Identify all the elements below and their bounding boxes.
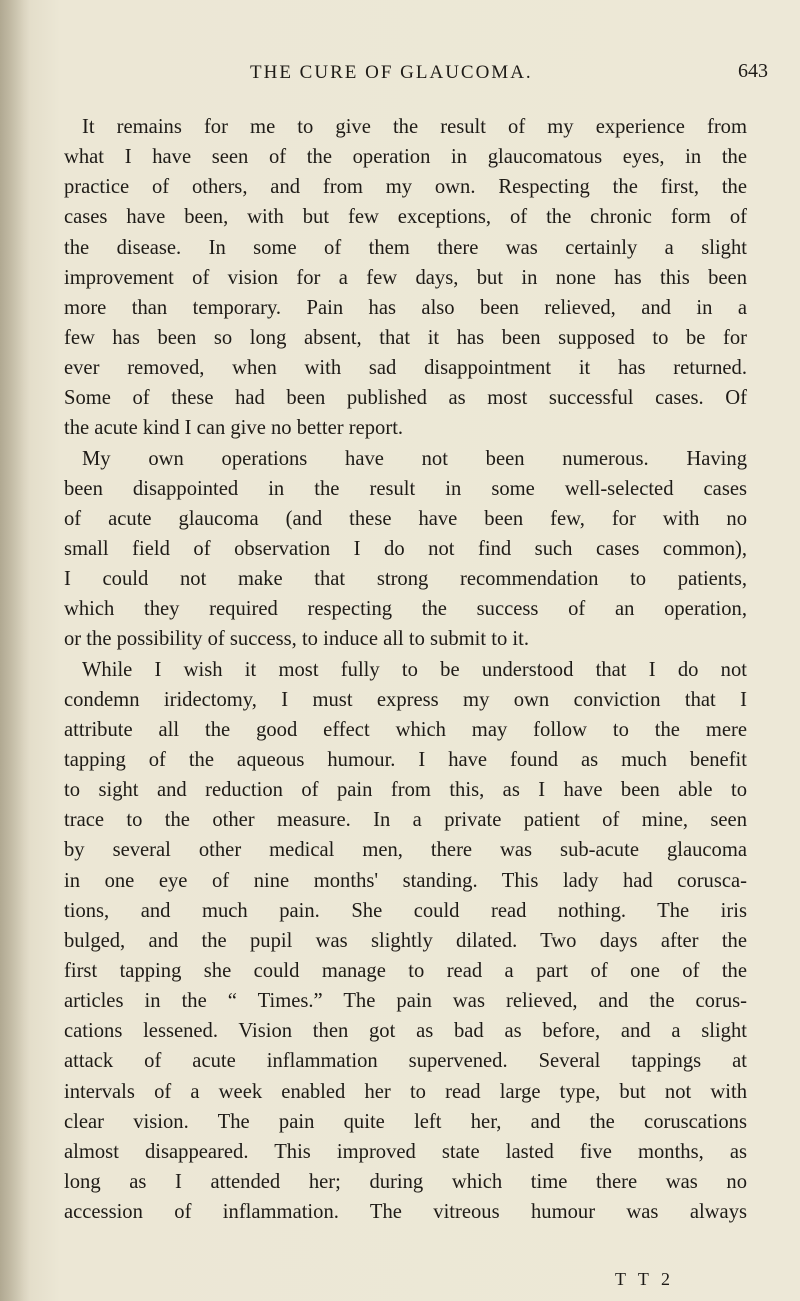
text-line: condemn iridectomy, I must express my own conviction that I bbox=[64, 688, 747, 711]
text-line: tapping of the aqueous humour. I have found as much benefit bbox=[64, 748, 747, 771]
text-line: bulged, and the pupil was slightly dilated. Two days after the bbox=[64, 929, 747, 952]
running-title: THE CURE OF GLAUCOMA. bbox=[250, 62, 533, 83]
text-line: cases have been, with but few exceptions, of the chronic form of bbox=[64, 206, 747, 229]
text-line: attack of acute inflammation supervened. Several tappings at bbox=[64, 1050, 747, 1073]
text-line: trace to the other measure. In a private patient of mine, seen bbox=[64, 809, 747, 832]
signature-mark: T T 2 bbox=[615, 1269, 675, 1289]
text-line: intervals of a week enabled her to read large type, but not with bbox=[64, 1080, 747, 1103]
text-line: few has been so long absent, that it has been supposed to be for bbox=[64, 326, 747, 349]
text-line: which they required respecting the success of an operation, bbox=[64, 598, 747, 621]
text-line: Some of these had been published as most successful cases. Of bbox=[64, 387, 747, 410]
text-line: more than temporary. Pain has also been relieved, and in a bbox=[64, 296, 747, 319]
running-head bbox=[78, 62, 788, 88]
text-line: almost disappeared. This improved state lasted five months, as bbox=[64, 1140, 747, 1163]
text-line: the acute kind I can give no better report. bbox=[64, 417, 404, 440]
text-line: My own operations have not been numerous. Having bbox=[82, 447, 747, 470]
text-line: I could not make that strong recommendation to patients, bbox=[64, 568, 747, 591]
text-line: tions, and much pain. She could read nothing. The iris bbox=[64, 899, 747, 922]
text-line: what I have seen of the operation in glaucomatous eyes, in the bbox=[64, 146, 747, 169]
text-line: It remains for me to give the result of my experience from bbox=[82, 116, 747, 138]
text-line: of acute glaucoma (and these have been few, for with no bbox=[64, 507, 747, 530]
text-line: to sight and reduction of pain from this, as I have been able to bbox=[64, 779, 747, 802]
body-text bbox=[64, 112, 747, 1227]
text-line: clear vision. The pain quite left her, and the coruscations bbox=[64, 1110, 747, 1133]
text-line: long as I attended her; during which time there was no bbox=[64, 1170, 747, 1193]
text-line: the disease. In some of them there was certainly a slight bbox=[64, 236, 747, 259]
page-gutter-shadow bbox=[0, 0, 30, 1301]
text-line: first tapping she could manage to read a part of one of the bbox=[64, 959, 747, 982]
page-number: 643 bbox=[738, 60, 768, 82]
text-line: practice of others, and from my own. Respecting the first, the bbox=[64, 176, 747, 199]
text-line: improvement of vision for a few days, but in none has this been bbox=[64, 266, 747, 289]
text-line: by several other medical men, there was sub-acute glaucoma bbox=[64, 839, 747, 862]
text-line: been disappointed in the result in some well-selected cases bbox=[64, 477, 747, 500]
text-line: attribute all the good effect which may follow to the mere bbox=[64, 718, 747, 741]
text-line: accession of inflammation. The vitreous humour was always bbox=[64, 1201, 747, 1224]
text-line: While I wish it most fully to be understood that I do not bbox=[82, 658, 747, 681]
text-line: small field of observation I do not find such cases common), bbox=[64, 537, 747, 560]
text-line: in one eye of nine months' standing. This lady had corusca- bbox=[64, 869, 747, 892]
text-line: or the possibility of success, to induce all to submit to it. bbox=[64, 628, 530, 651]
text-line: articles in the “ Times.” The pain was relieved, and the corus- bbox=[64, 990, 747, 1013]
text-line: ever removed, when with sad disappointment it has returned. bbox=[64, 357, 747, 380]
text-line: cations lessened. Vision then got as bad as before, and a slight bbox=[64, 1020, 747, 1043]
